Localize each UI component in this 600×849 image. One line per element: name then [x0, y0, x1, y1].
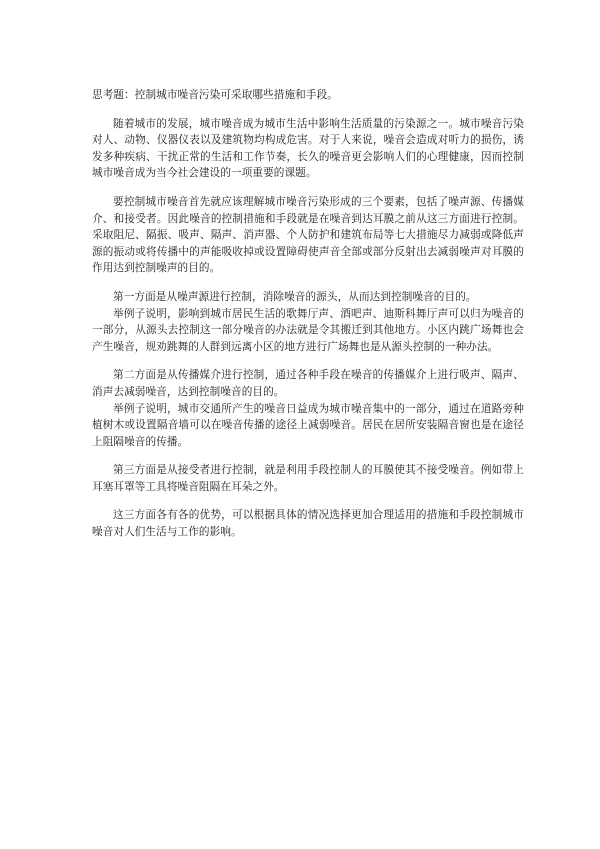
document-page: [92, 87, 524, 541]
paragraph-source-control: 第一方面是从噪声源进行控制，消除噪音的源头，从而达到控制噪音的目的。: [113, 290, 477, 303]
paragraph-gap: [92, 277, 524, 289]
paragraph-gap: [92, 355, 524, 367]
paragraph-gap: [92, 450, 524, 462]
paragraph-source-example: 举例子说明，影响到城市居民生活的歌舞厅声、酒吧声、迪斯科舞厅声可以归为噪音的一部分，从源头去控制这一部分噪音的办法就是令其搬迁到其他地方。小区内跳广场舞也会产生噪音，规劝跳舞的人群到远离小区的地方进行广场舞也是从源头控制的一种办法。: [92, 307, 524, 353]
paragraph-three-elements: 要控制城市噪音首先就应该理解城市噪音污染形成的三个要素，包括了噪声源、传播媒介、和接受者。因此噪音的控制措施和手段就是在噪音到达耳膜之前从这三方面进行控制。采取阻尼、隔振、吸声、隔声、消声器、个人防护和建筑布局等七大措施尽力减弱或降低声源的振动或将传播中的声能吸收掉或设置障碍使声音全部或部分反射出去减弱噪声对耳膜的作用达到控制噪声的目的。: [92, 195, 524, 275]
paragraph-gap: [92, 495, 524, 507]
paragraph-medium-control: 第二方面是从传播媒介进行控制，通过各种手段在噪音的传播媒介上进行吸声、隔声、消声去减弱噪音，达到控制噪音的目的。: [92, 369, 524, 398]
paragraph-receiver-control: 第三方面是从接受者进行控制，就是利用手段控制人的耳膜使其不接受噪音。例如带上耳塞耳罩等工具将噪音阻隔在耳朵之外。: [92, 464, 524, 493]
paragraph-intro: 随着城市的发展，城市噪音成为城市生活中影响生活质量的污染源之一。城市噪音污染对人、动物、仪器仪表以及建筑物均构成危害。对于人来说，噪音会造成对听力的损伤，诱发多种疾病、干扰正常的生活和工作节奏，长久的噪音更会影响人们的心理健康，因而控制城市噪音成为当今社会建设的一项重要的课题。: [92, 117, 524, 180]
question-heading: 思考题：控制城市噪音污染可采取哪些措施和手段。: [92, 89, 338, 101]
paragraph-gap: [92, 182, 524, 194]
paragraph-conclusion: 这三方面各有各的优势，可以根据具体的情况选择更加合理适用的措施和手段控制城市噪音对人们生活与工作的影响。: [92, 509, 524, 539]
paragraph-medium-example: 举例子说明，城市交通所产生的噪音日益成为城市噪音集中的一部分，通过在道路旁种植树木或设置隔音墙可以在噪音传播的途径上减弱噪音。居民在居所安装隔音窗也是在途径上阻隔噪音的传播。: [92, 402, 524, 448]
